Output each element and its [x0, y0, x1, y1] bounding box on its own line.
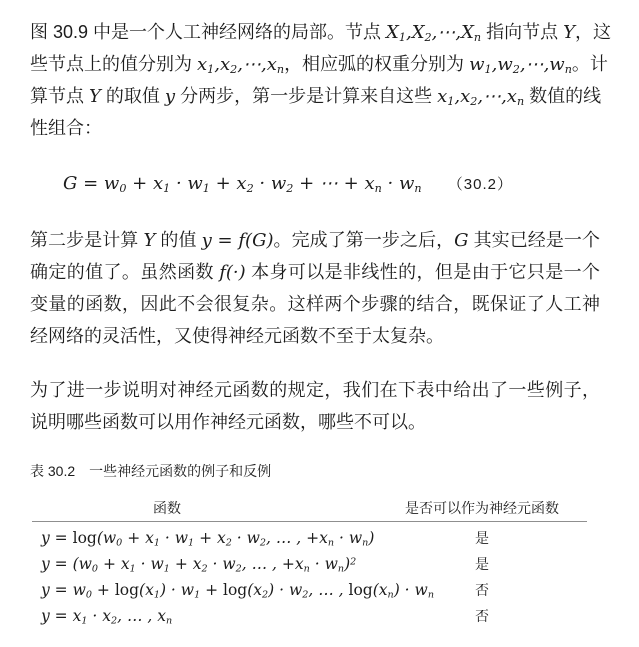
answer-cell: 是 [475, 556, 489, 572]
answer-cell: 是 [475, 530, 489, 546]
neuron-function-table [32, 495, 587, 629]
text-run: 说明哪些函数可以用作神经元函数，哪些不可以。 [30, 412, 426, 432]
text-run: 本身可以是非线性的，但是由于它只是一个 [245, 262, 601, 282]
table-row [32, 577, 587, 603]
inline-math: f(·) [219, 262, 246, 283]
text-run: 变量的函数，因此不会很复杂。这样两个步骤的结合，既保证了人工神 [30, 294, 600, 314]
header-function-column: 函数 [153, 500, 181, 516]
text-line [30, 320, 600, 352]
table-row [32, 525, 587, 551]
inline-math: Y [89, 86, 101, 107]
text-run: 数值的线 [524, 86, 602, 106]
table-row [32, 603, 587, 629]
text-line [30, 80, 600, 112]
table-row [32, 551, 587, 577]
text-run: 其实已经是一个 [468, 230, 600, 250]
equation-number: （30.2） [447, 175, 513, 193]
function-cell: $y = (w_0 + x_1 \cdot w_1 + x_2 \cdot w_2$, … , $+x_n \cdot w_n)^2$ [41, 555, 357, 575]
text-run: 确定的值了。虽然函数 [30, 262, 220, 282]
inline-math: $x_1,x_2,\cdots,x_n$ [197, 54, 285, 76]
paragraph-table-intro [30, 374, 600, 438]
text-run: 。计 [571, 54, 608, 74]
function-cell: $y = \log(w_0 + x_1 \cdot w_1 + x_2 \cdot w_2$, … , $+x_n \cdot w_n$) [41, 529, 375, 549]
text-run: 图 30.9 中是一个人工神经网络的局部。节点 [30, 22, 387, 42]
text-run: 算节点 [30, 86, 90, 106]
table-caption [30, 461, 600, 481]
text-line [30, 112, 600, 144]
paragraph-intro [30, 16, 611, 144]
text-run: 指向节点 [481, 22, 564, 42]
table-caption-label: 表 30.2 [30, 463, 76, 479]
equation-expression: $G = w_0 + x_1 \cdot w_1 + x_2 \cdot w_2$ + ⋯ + $x_n \cdot w_n$ [63, 172, 422, 195]
text-line [30, 224, 600, 256]
inline-math: G [454, 230, 469, 251]
function-cell: $y = x_1 \cdot x_2$, … , $x_n$ [41, 607, 173, 627]
text-run: 些节点上的值分别为 [30, 54, 198, 74]
text-line [30, 16, 611, 48]
inline-math: Y [563, 22, 575, 43]
table-body [32, 522, 587, 629]
inline-math: $X_1,X_2,\cdots,X_n$ [386, 22, 482, 44]
text-line [30, 406, 600, 438]
table-caption-title: 一些神经元函数的例子和反例 [89, 463, 272, 479]
text-run: 为了进一步说明对神经元函数的规定，我们在下表中给出了一些例子， [30, 380, 600, 400]
text-line [30, 256, 600, 288]
text-line [30, 48, 608, 80]
text-run: 的取值 [100, 86, 165, 106]
text-run: ，相应弧的权重分别为 [284, 54, 470, 74]
text-line [30, 374, 600, 406]
answer-cell: 否 [475, 608, 489, 624]
inline-math: $x_1,x_2,\cdots,x_n$ [437, 86, 525, 108]
table-header-row [32, 495, 587, 522]
text-run: ，这 [575, 22, 611, 42]
inline-math: Y [143, 230, 156, 251]
answer-cell: 否 [475, 582, 489, 598]
equation-30-2 [30, 167, 600, 199]
text-run: 第二步是计算 [30, 230, 144, 250]
inline-math: y [164, 86, 176, 107]
inline-math: $w_1,w_2,\cdots,w_n$ [469, 54, 572, 76]
text-line [30, 288, 600, 320]
text-run: 。完成了第一步之后， [273, 230, 455, 250]
function-cell: $y = w_0 + \log(x_1) \cdot w_1 + \log(x_2) \cdot w_2$, … , $\log(x_n) \cdot w_n$ [41, 581, 434, 601]
header-answer-column: 是否可以作为神经元函数 [405, 500, 559, 516]
text-run: 经网络的灵活性，又使得神经元函数不至于太复杂。 [30, 326, 444, 346]
paragraph-second-step [30, 224, 600, 352]
text-run: 分两步，第一步是计算来自这些 [175, 86, 438, 106]
text-run: 性组合： [30, 118, 102, 138]
text-run: 的值 [155, 230, 202, 250]
inline-math: y = f(G) [201, 230, 274, 251]
